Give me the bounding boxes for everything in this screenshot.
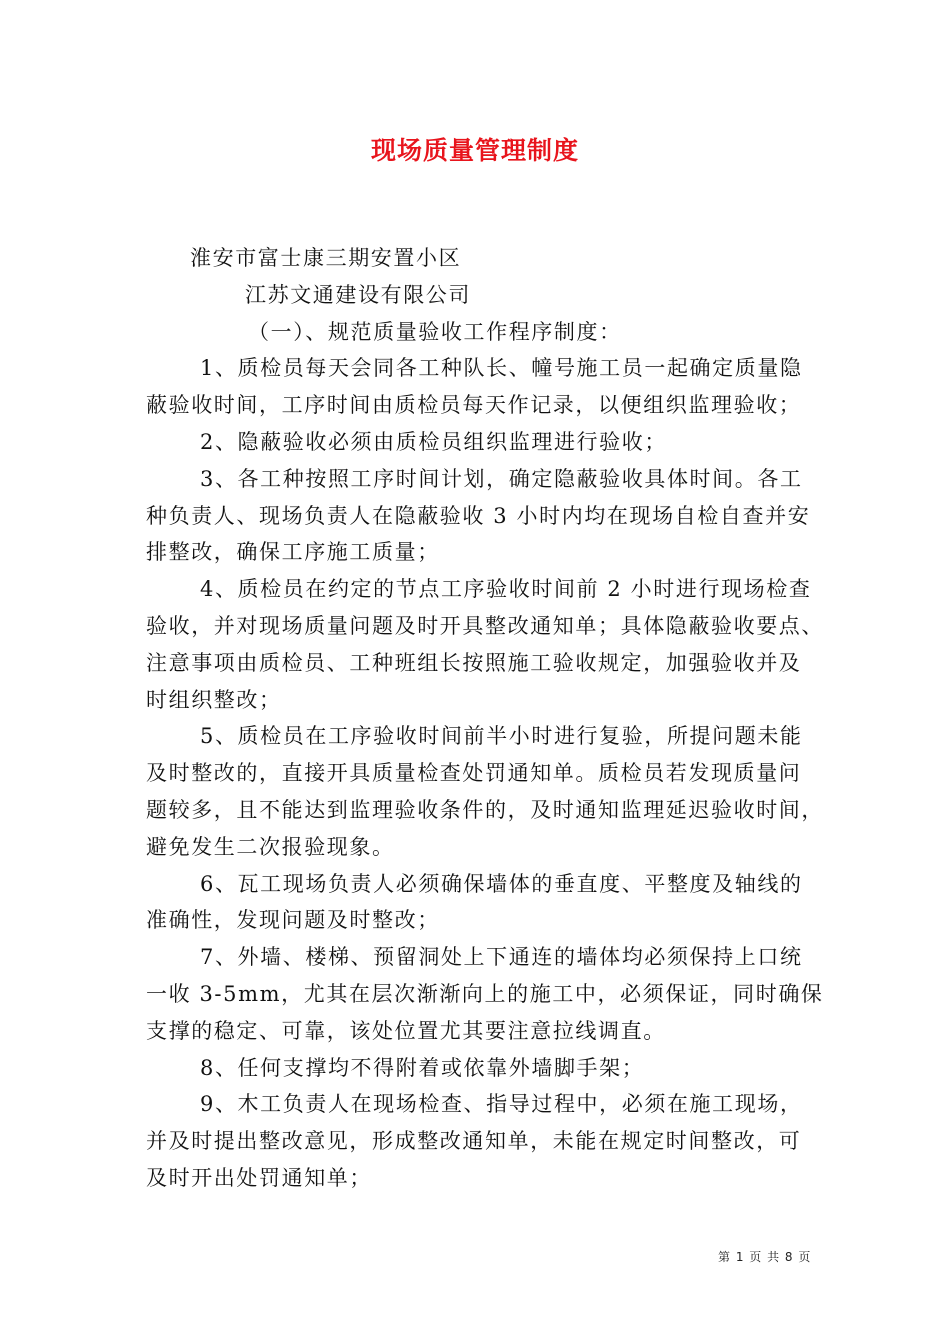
paragraph-line: 及时开出处罚通知单； [146, 1165, 372, 1190]
paragraph-item [146, 939, 826, 1049]
paragraph-line: 1、质检员每天会同各工种队长、幢号施工员一起确定质量隐 [200, 356, 803, 381]
paragraph-line: 验收，并对现场质量问题及时开具整改通知单；具体隐蔽验收要点、 [146, 613, 824, 638]
paragraph-line: 及时整改的，直接开具质量检查处罚通知单。质检员若发现质量问 [146, 761, 802, 786]
paragraph-item [146, 350, 826, 424]
paragraph-item [146, 1086, 826, 1196]
paragraph-line: 并及时提出整改意见，形成整改通知单，未能在规定时间整改，可 [146, 1129, 802, 1154]
section-heading: （一）、规范质量验收工作程序制度： [248, 319, 622, 344]
paragraph-item [146, 718, 826, 865]
paragraph-line: 种负责人、现场负责人在隐蔽验收 3 小时内均在现场自检自查并安 [146, 503, 811, 528]
paragraph-line: 6、瓦工现场负责人必须确保墙体的垂直度、平整度及轴线的 [200, 871, 803, 896]
paragraph-line: 4、质检员在约定的节点工序验收时间前 2 小时进行现场检查 [200, 577, 812, 602]
page-number: 第 1 页 共 8 页 [718, 1250, 812, 1264]
paragraph-line: 一收 3-5mm，尤其在层次渐渐向上的施工中，必须保证，同时确保 [146, 981, 824, 1006]
paragraph-item [146, 571, 826, 718]
paragraph-line: 避免发生二次报验现象。 [146, 834, 395, 859]
document-title: 现场质量管理制度 [370, 136, 579, 165]
paragraph-item [146, 461, 826, 571]
paragraph-line: 注意事项由质检员、工种班组长按照施工验收规定，加强验收并及 [146, 650, 802, 675]
paragraph-list [146, 350, 826, 1196]
paragraph-line: 2、隐蔽验收必须由质检员组织监理进行验收； [200, 429, 667, 454]
paragraph-line: 7、外墙、楼梯、预留洞处上下通连的墙体均必须保持上口统 [200, 945, 803, 970]
paragraph-item [146, 1050, 826, 1087]
paragraph-line: 支撑的稳定、可靠，该处位置尤其要注意拉线调直。 [146, 1018, 666, 1043]
paragraph-line: 排整改，确保工序施工质量； [146, 540, 440, 565]
document-body [146, 240, 826, 1197]
paragraph-item [146, 424, 826, 461]
paragraph-line: 准确性，发现问题及时整改； [146, 908, 440, 933]
paragraph-line: 9、木工负责人在现场检查、指导过程中，必须在施工现场， [200, 1092, 803, 1117]
paragraph-item [146, 866, 826, 940]
paragraph-line: 题较多，且不能达到监理验收条件的，及时通知监理延迟验收时间， [146, 797, 824, 822]
paragraph-line: 8、任何支撑均不得附着或依靠外墙脚手架； [200, 1055, 645, 1080]
paragraph-line: 3、各工种按照工序时间计划，确定隐蔽验收具体时间。各工 [200, 466, 803, 491]
paragraph-line: 5、质检员在工序验收时间前半小时进行复验，所提问题未能 [200, 724, 803, 749]
paragraph-line: 时组织整改； [146, 687, 282, 712]
company-name: 江苏文通建设有限公司 [245, 282, 471, 307]
paragraph-line: 蔽验收时间，工序时间由质检员每天作记录，以便组织监理验收； [146, 393, 802, 418]
project-name: 淮安市富士康三期安置小区 [190, 246, 462, 270]
